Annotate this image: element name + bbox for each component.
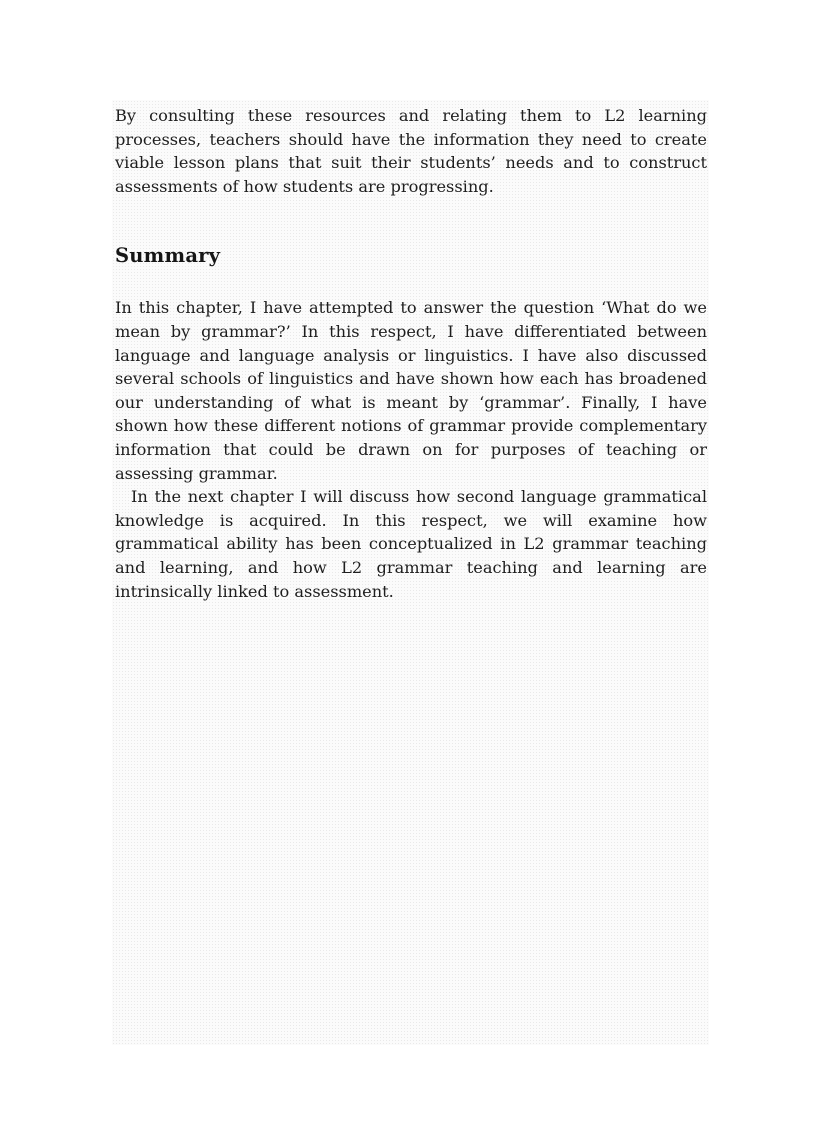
summary-paragraph-1: In this chapter, I have attempted to answer the question ‘What do we mean by grammar?’ In this respect, I have differentiated between language and language analysis or linguistics. I have also discussed several schools of linguistics and have shown how each has broadened our understanding of what is meant by ‘grammar’. Finally, I have shown how these different notions of grammar provide complementary information that could be drawn on for purposes of teaching or assessing grammar. (115, 298, 707, 483)
section-heading-summary: Summary (115, 244, 221, 268)
intro-paragraph: By consulting these resources and relating them to L2 learning processes, teachers should have the information they need to create viable lesson plans that suit their students’ needs and to construct assessments of how students are progressing. (115, 106, 707, 196)
page-content (115, 104, 707, 603)
summary-paragraph-2: In the next chapter I will discuss how second language grammatical knowledge is acquired. In this respect, we will examine how grammatical ability has been conceptualized in L2 grammar teaching and learning, and how L2 grammar teaching and learning are intrinsically linked to assessment. (115, 487, 707, 601)
